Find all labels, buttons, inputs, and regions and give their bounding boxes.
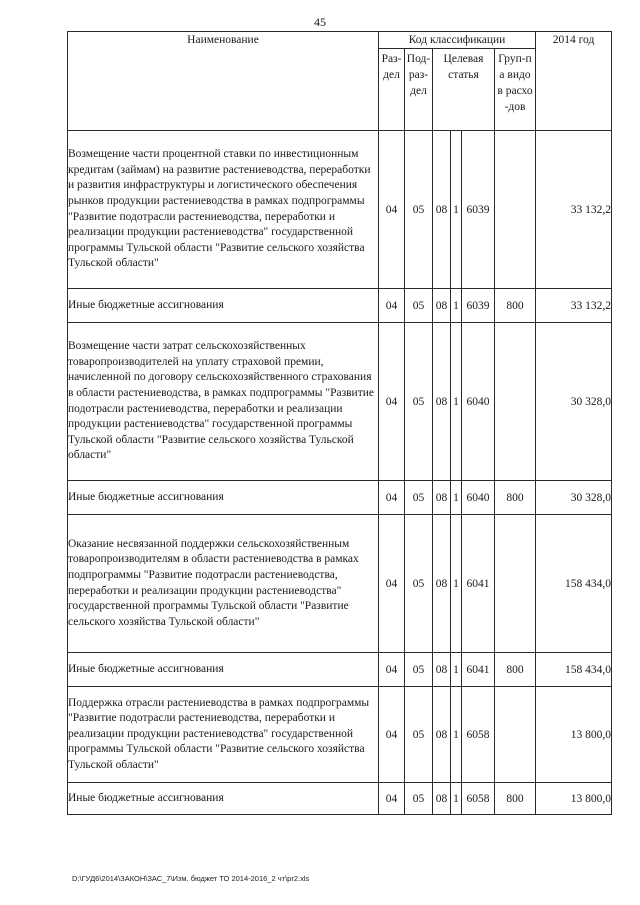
row-name: Поддержка отрасли растениеводства в рамках подпрограммы "Развитие подотрасли растениеводства, переработки и реализации продукции растениеводства" государственной программы Тульской области "Развитие сельского хозяйства Тульской области" [68,687,379,783]
table-row [68,131,612,289]
row-target-1: 08 [433,687,451,783]
row-target-1: 08 [433,323,451,481]
row-target-2: 1 [451,783,462,815]
row-target-3: 6041 [462,653,495,687]
table-row [68,783,612,815]
row-podrazdel: 05 [405,131,433,289]
row-razdel: 04 [379,323,405,481]
row-target-2: 1 [451,687,462,783]
row-target-1: 08 [433,289,451,323]
row-expense-group: 800 [495,289,536,323]
row-amount: 30 328,0 [536,323,612,481]
row-razdel: 04 [379,481,405,515]
row-amount: 33 132,2 [536,289,612,323]
row-name: Оказание несвязанной поддержки сельскохозяйственным товаропроизводителям в области растениеводства в рамках подпрограммы "Развитие подотрасли растениеводства, переработки и реализации продукции растениеводства" государственной программы Тульской области "Развитие сельского хозяйства Тульской области" [68,515,379,653]
row-target-3: 6041 [462,515,495,653]
row-amount: 13 800,0 [536,687,612,783]
row-razdel: 04 [379,653,405,687]
row-name: Иные бюджетные ассигнования [68,783,379,815]
row-target-2: 1 [451,481,462,515]
table-row [68,653,612,687]
row-target-1: 08 [433,515,451,653]
row-podrazdel: 05 [405,783,433,815]
table-row [68,481,612,515]
row-podrazdel: 05 [405,653,433,687]
row-expense-group [495,323,536,481]
row-target-2: 1 [451,131,462,289]
header-section: Раз-дел [379,49,405,131]
row-podrazdel: 05 [405,323,433,481]
row-target-3: 6058 [462,783,495,815]
table-row [68,515,612,653]
row-razdel: 04 [379,687,405,783]
row-name: Иные бюджетные ассигнования [68,481,379,515]
row-expense-group: 800 [495,783,536,815]
footer-file-path: D:\ГУД6\2014\ЗАКОН\ЗАС_7\Изм. бюджет ТО 2014-2016_2 чт\pr2.xls [72,874,310,883]
row-target-2: 1 [451,289,462,323]
row-target-2: 1 [451,653,462,687]
row-expense-group: 800 [495,481,536,515]
row-expense-group: 800 [495,653,536,687]
row-podrazdel: 05 [405,687,433,783]
header-year: 2014 год [536,32,612,131]
row-razdel: 04 [379,131,405,289]
row-target-3: 6040 [462,323,495,481]
table-row [68,289,612,323]
row-target-2: 1 [451,323,462,481]
row-razdel: 04 [379,783,405,815]
header-row-top [68,32,612,49]
table-row [68,323,612,481]
row-podrazdel: 05 [405,481,433,515]
row-podrazdel: 05 [405,515,433,653]
budget-table [67,31,612,815]
row-razdel: 04 [379,289,405,323]
header-subsection: Под-раз-дел [405,49,433,131]
row-target-1: 08 [433,131,451,289]
row-name: Возмещение части затрат сельскохозяйственных товаропроизводителей на уплату страховой премии, начисленной по договору сельскохозяйственного страхования в области растениеводства, в рамках подпрограммы "Развитие подотрасли растениеводства, переработки и реализации продукции растениеводства" государственной программы Тульской области "Развитие сельского хозяйства Тульской области" [68,323,379,481]
row-target-3: 6039 [462,131,495,289]
row-expense-group [495,515,536,653]
row-amount: 30 328,0 [536,481,612,515]
row-expense-group [495,131,536,289]
row-target-1: 08 [433,783,451,815]
row-amount: 33 132,2 [536,131,612,289]
row-razdel: 04 [379,515,405,653]
row-name: Иные бюджетные ассигнования [68,653,379,687]
row-target-2: 1 [451,515,462,653]
row-name: Возмещение части процентной ставки по инвестиционным кредитам (займам) на развитие растениеводства, переработки и развития инфраструктуры и логистического обеспечения рынков продукции растениеводства в рамках подпрограммы "Развитие подотрасли растениеводства, переработки и реализации продукции растениеводства" государственной программы Тульской области "Развитие сельского хозяйства Тульской области" [68,131,379,289]
page-number: 45 [314,15,326,29]
row-amount: 158 434,0 [536,515,612,653]
row-target-3: 6039 [462,289,495,323]
header-name: Наименование [68,32,379,131]
header-classification: Код классификации [379,32,536,49]
row-podrazdel: 05 [405,289,433,323]
row-target-3: 6058 [462,687,495,783]
header-expense-group: Груп-па видов расхо-дов [495,49,536,131]
table-row [68,687,612,783]
row-target-3: 6040 [462,481,495,515]
row-expense-group [495,687,536,783]
row-amount: 13 800,0 [536,783,612,815]
row-name: Иные бюджетные ассигнования [68,289,379,323]
row-amount: 158 434,0 [536,653,612,687]
row-target-1: 08 [433,653,451,687]
row-target-1: 08 [433,481,451,515]
header-target-article: Целевая статья [433,49,495,131]
